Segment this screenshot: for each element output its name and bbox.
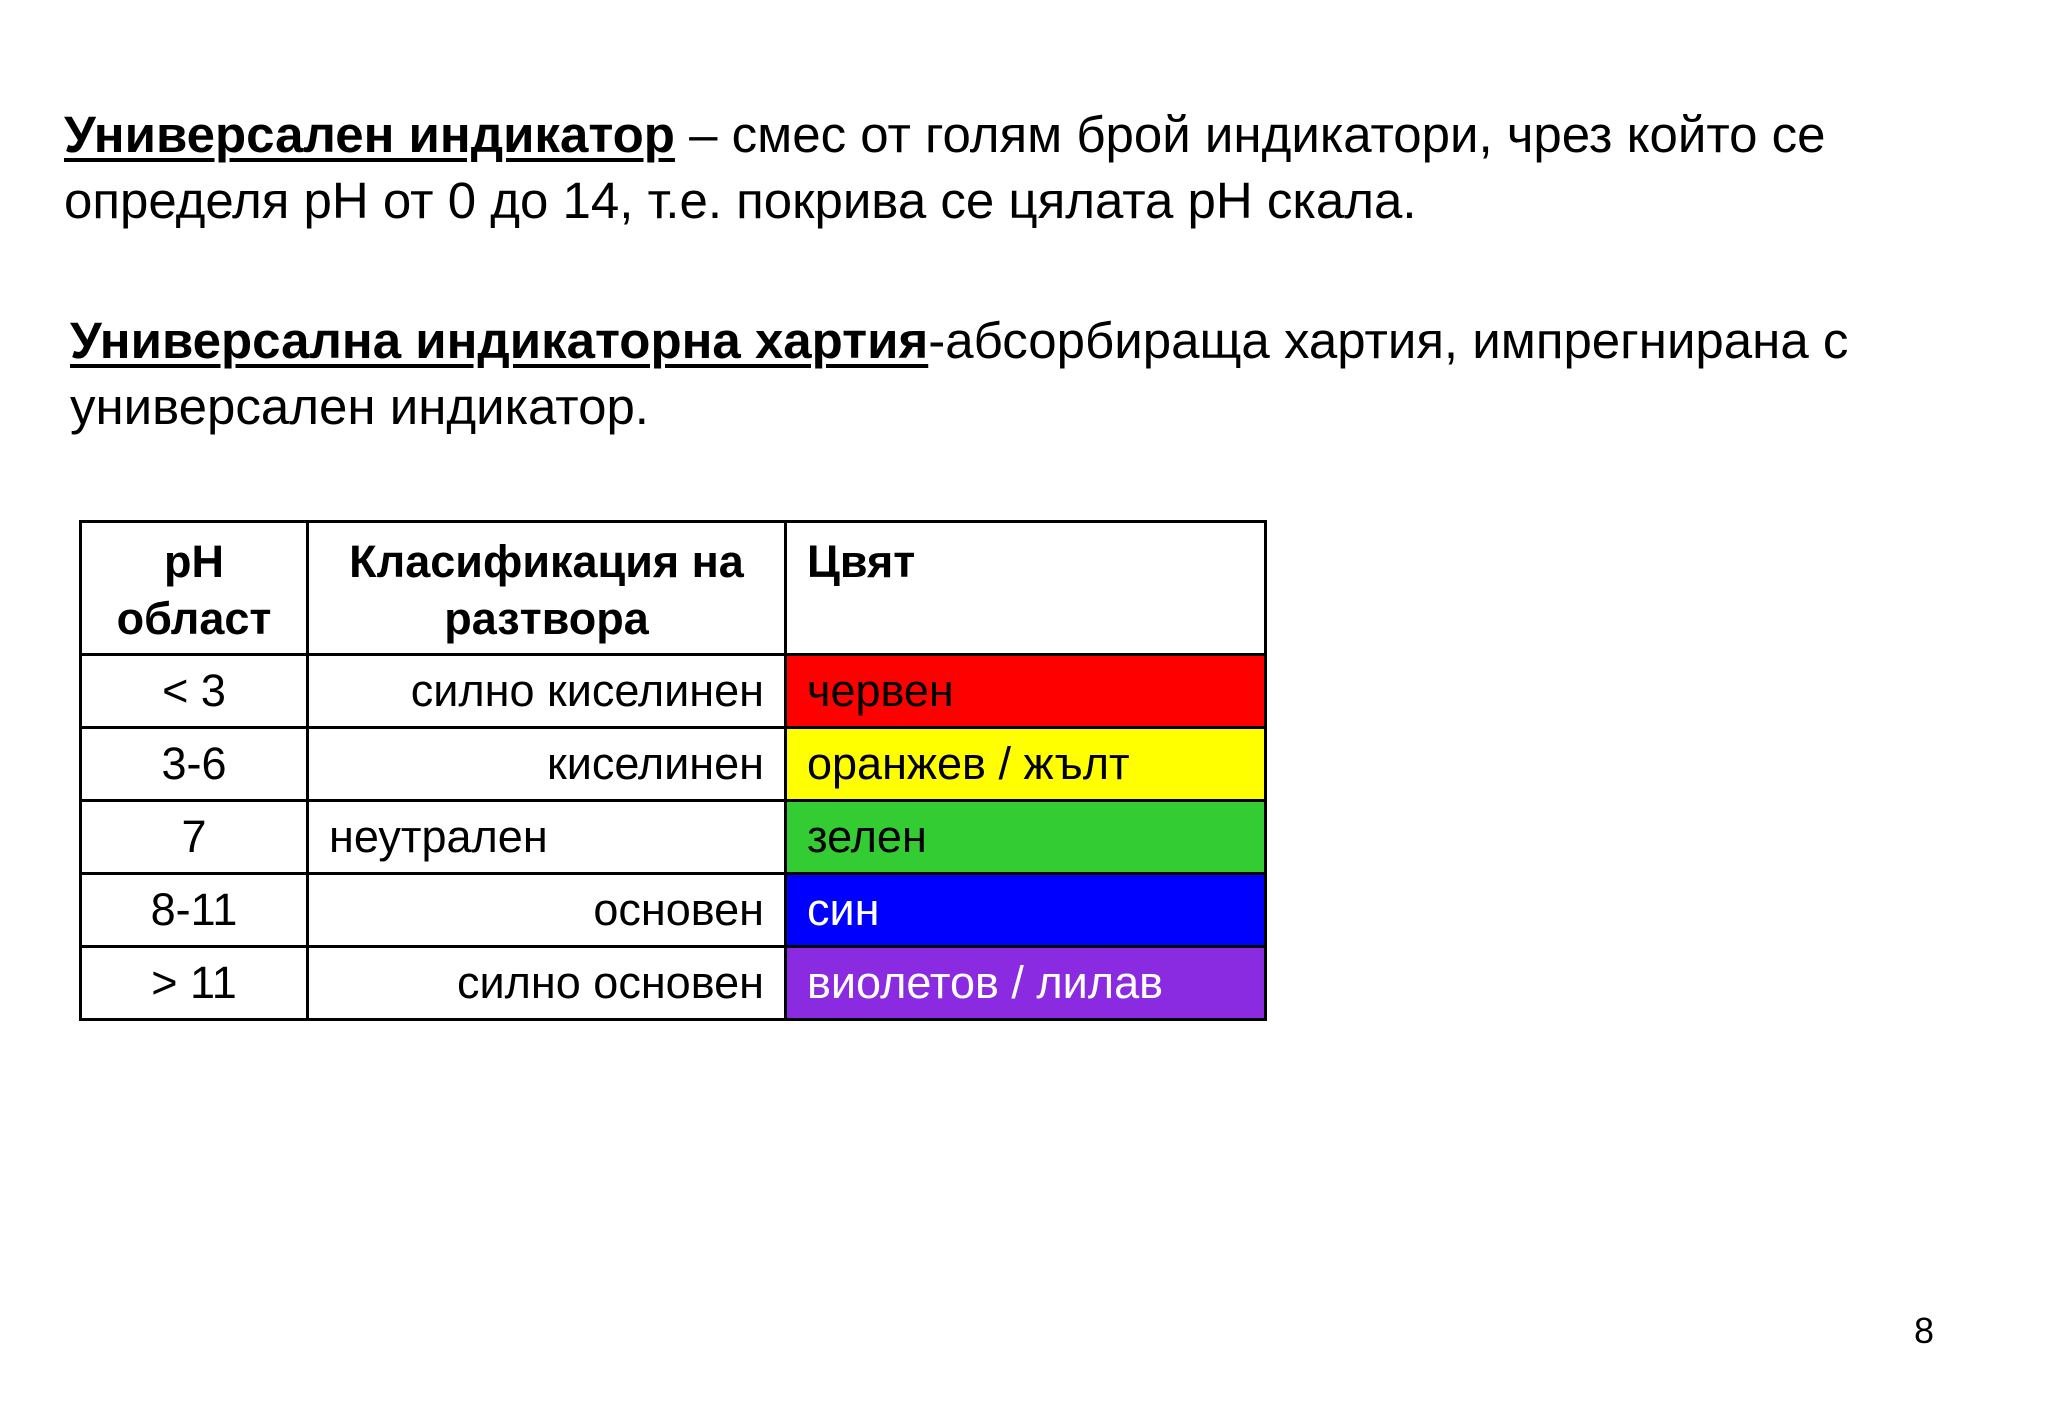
table-row: [81, 801, 1266, 874]
paragraph-universal-indicator: [64, 102, 2004, 234]
page-number: 8: [1913, 1310, 1934, 1351]
table-row: [81, 655, 1266, 728]
ph-color-table: [79, 520, 1267, 1021]
cell-ph: > 11: [81, 947, 308, 1020]
cell-color: син: [786, 874, 1266, 947]
definition-universal-indicator: – смес от голям брой индикатори, чрез който се определя pH от 0 до 14, т.е. покрива се цялата pH скала.: [64, 106, 1826, 229]
term-indicator-paper: Универсална индикаторна хартия: [70, 312, 929, 369]
cell-classification: неутрален: [308, 801, 786, 874]
table-header-row: [81, 522, 1266, 655]
definition-indicator-paper: -абсорбираща хартия, импрегнирана с универсален индикатор.: [70, 312, 1849, 435]
header-color: Цвят: [786, 522, 1266, 655]
cell-color: оранжев / жълт: [786, 728, 1266, 801]
table-row: [81, 947, 1266, 1020]
term-universal-indicator: Универсален индикатор: [64, 106, 675, 163]
cell-classification: киселинен: [308, 728, 786, 801]
table-row: [81, 728, 1266, 801]
cell-ph: 8-11: [81, 874, 308, 947]
cell-color: червен: [786, 655, 1266, 728]
cell-ph: 3-6: [81, 728, 308, 801]
header-ph-range: pH област: [81, 522, 308, 655]
table-row: [81, 874, 1266, 947]
cell-color: зелен: [786, 801, 1266, 874]
header-classification: Класификация на разтвора: [308, 522, 786, 655]
cell-classification: силно основен: [308, 947, 786, 1020]
cell-ph: < 3: [81, 655, 308, 728]
cell-classification: силно киселинен: [308, 655, 786, 728]
cell-ph: 7: [81, 801, 308, 874]
cell-classification: основен: [308, 874, 786, 947]
cell-color: виолетов / лилав: [786, 947, 1266, 1020]
paragraph-indicator-paper: [70, 308, 2010, 440]
